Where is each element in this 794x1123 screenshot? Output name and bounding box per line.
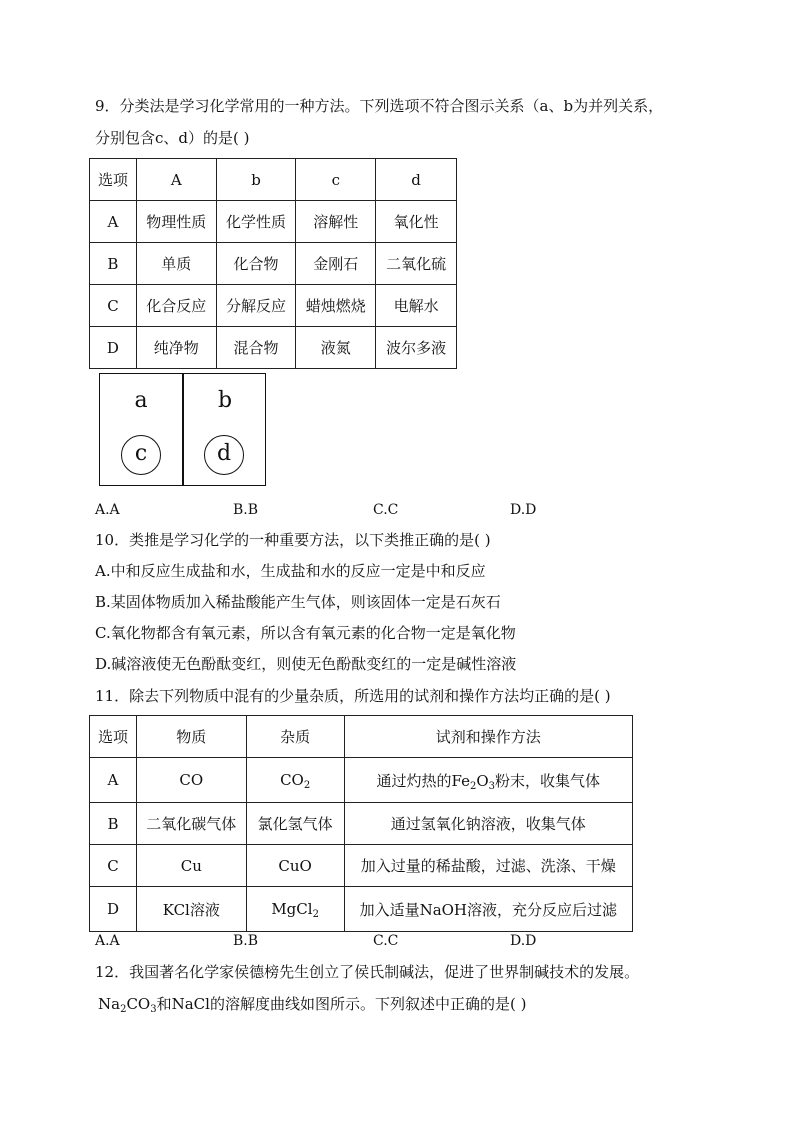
q12-stem-line1: 12．我国著名化学家侯德榜先生创立了侯氏制碱法，促进了世界制碱技术的发展。 [95,963,640,981]
table-cell: KCl溶液 [136,887,246,932]
formula: O [476,771,489,790]
formula: Na [98,995,121,1013]
table-cell: 蜡烛燃烧 [296,285,376,327]
option-d[interactable]: D.D [510,502,537,518]
table-cell: CO [136,758,246,803]
formula: Fe [451,771,470,790]
subscript: 2 [469,780,477,792]
table-cell: 加入适量NaOH溶液，充分反应后过滤 [344,887,632,932]
table-row [90,243,457,285]
table-cell: C [90,285,137,327]
table-header-cell: 试剂和操作方法 [344,716,632,758]
table-cell [344,758,632,803]
table-cell: 单质 [136,243,216,285]
stem-text: 和NaCl的溶解度曲线如图所示。下列叙述中正确的是( ) [156,995,527,1013]
table-cell: D [90,327,137,369]
diagram-circle-c: c [121,435,161,475]
subscript: 3 [488,780,496,792]
q9-stem-line1: 9．分类法是学习化学常用的一种方法。下列选项不符合图示关系（a、b为并列关系， [95,97,664,115]
table-header-cell: 选项 [90,159,137,201]
table-cell: 化学性质 [216,201,296,243]
table-cell: 二氧化碳气体 [136,803,246,845]
table-cell: B [90,803,137,845]
table-cell [246,758,344,803]
table-cell: D [90,887,137,932]
diagram-label-a: a [134,388,148,413]
table-cell: 通过氢氧化钠溶液，收集气体 [344,803,632,845]
table-header-cell: c [296,159,376,201]
q11-stem: 11．除去下列物质中混有的少量杂质，所选用的试剂和操作方法均正确的是( ) [95,687,611,705]
subscript: 3 [150,1004,157,1015]
table-cell: 加入过量的稀盐酸，过滤、洗涤、干燥 [344,845,632,887]
table-cell: 溶解性 [296,201,376,243]
formula: CO [280,771,304,789]
table-header-cell: b [216,159,296,201]
table-cell: A [90,201,137,243]
table-header-cell: 选项 [90,716,137,758]
table-row [90,887,633,932]
table-row [90,327,457,369]
table-header-cell: A [136,159,216,201]
table-cell: 化合反应 [136,285,216,327]
option-a[interactable]: A.A [95,502,120,518]
table-row [90,803,633,845]
subscript: 2 [303,780,311,791]
method-text: 粉末，收集气体 [495,771,601,790]
formula: MgCl [271,900,313,918]
method-text: 通过灼热的 [376,771,452,790]
table-row [90,758,633,803]
table-row [90,285,457,327]
table-cell: 混合物 [216,327,296,369]
table-header-cell: d [376,159,457,201]
diagram-circle-d: d [204,435,244,475]
option-b[interactable]: B.B [233,502,259,518]
q9-set-diagram [99,373,266,486]
table-cell: Cu [136,845,246,887]
table-cell: 分解反应 [216,285,296,327]
option-d[interactable]: D.D [510,933,537,949]
q10-choice-a[interactable]: A.中和反应生成盐和水，生成盐和水的反应一定是中和反应 [95,562,486,580]
table-cell: 物理性质 [136,201,216,243]
table-cell: CuO [246,845,344,887]
table-row [90,845,633,887]
table-cell: 纯净物 [136,327,216,369]
table-row [90,716,633,758]
q10-choice-b[interactable]: B.某固体物质加入稀盐酸能产生气体，则该固体一定是石灰石 [95,593,501,611]
option-a[interactable]: A.A [95,933,120,949]
option-b[interactable]: B.B [233,933,259,949]
q9-stem-line2: 分别包含c、d）的是( ) [95,129,250,147]
table-row [90,201,457,243]
table-cell: 电解水 [376,285,457,327]
table-cell: 液氮 [296,327,376,369]
table-cell: 二氧化硫 [376,243,457,285]
table-header-cell: 杂质 [246,716,344,758]
q10-choice-c[interactable]: C.氧化物都含有氧元素，所以含有氧元素的化合物一定是氧化物 [95,624,516,642]
table-cell: C [90,845,137,887]
table-row [90,159,457,201]
q10-choice-d[interactable]: D.碱溶液使无色酚酞变红，则使无色酚酞变红的一定是碱性溶液 [95,655,517,673]
table-cell: B [90,243,137,285]
table-cell: 金刚石 [296,243,376,285]
subscript: 2 [312,909,319,920]
table-cell: 氧化性 [376,201,457,243]
formula: CO [126,995,151,1013]
table-cell: A [90,758,137,803]
table-cell: 氯化氢气体 [246,803,344,845]
q11-table [89,715,633,932]
table-header-cell: 物质 [136,716,246,758]
diagram-label-b: b [217,388,233,413]
option-c[interactable]: C.C [373,502,399,518]
table-cell [246,887,344,932]
q10-stem: 10．类推是学习化学的一种重要方法，以下类推正确的是( ) [95,531,491,549]
q9-table [89,158,457,369]
table-cell: 化合物 [216,243,296,285]
option-c[interactable]: C.C [373,933,399,949]
table-cell: 波尔多液 [376,327,457,369]
subscript: 2 [120,1004,127,1015]
q12-stem-line2 [98,994,526,1014]
